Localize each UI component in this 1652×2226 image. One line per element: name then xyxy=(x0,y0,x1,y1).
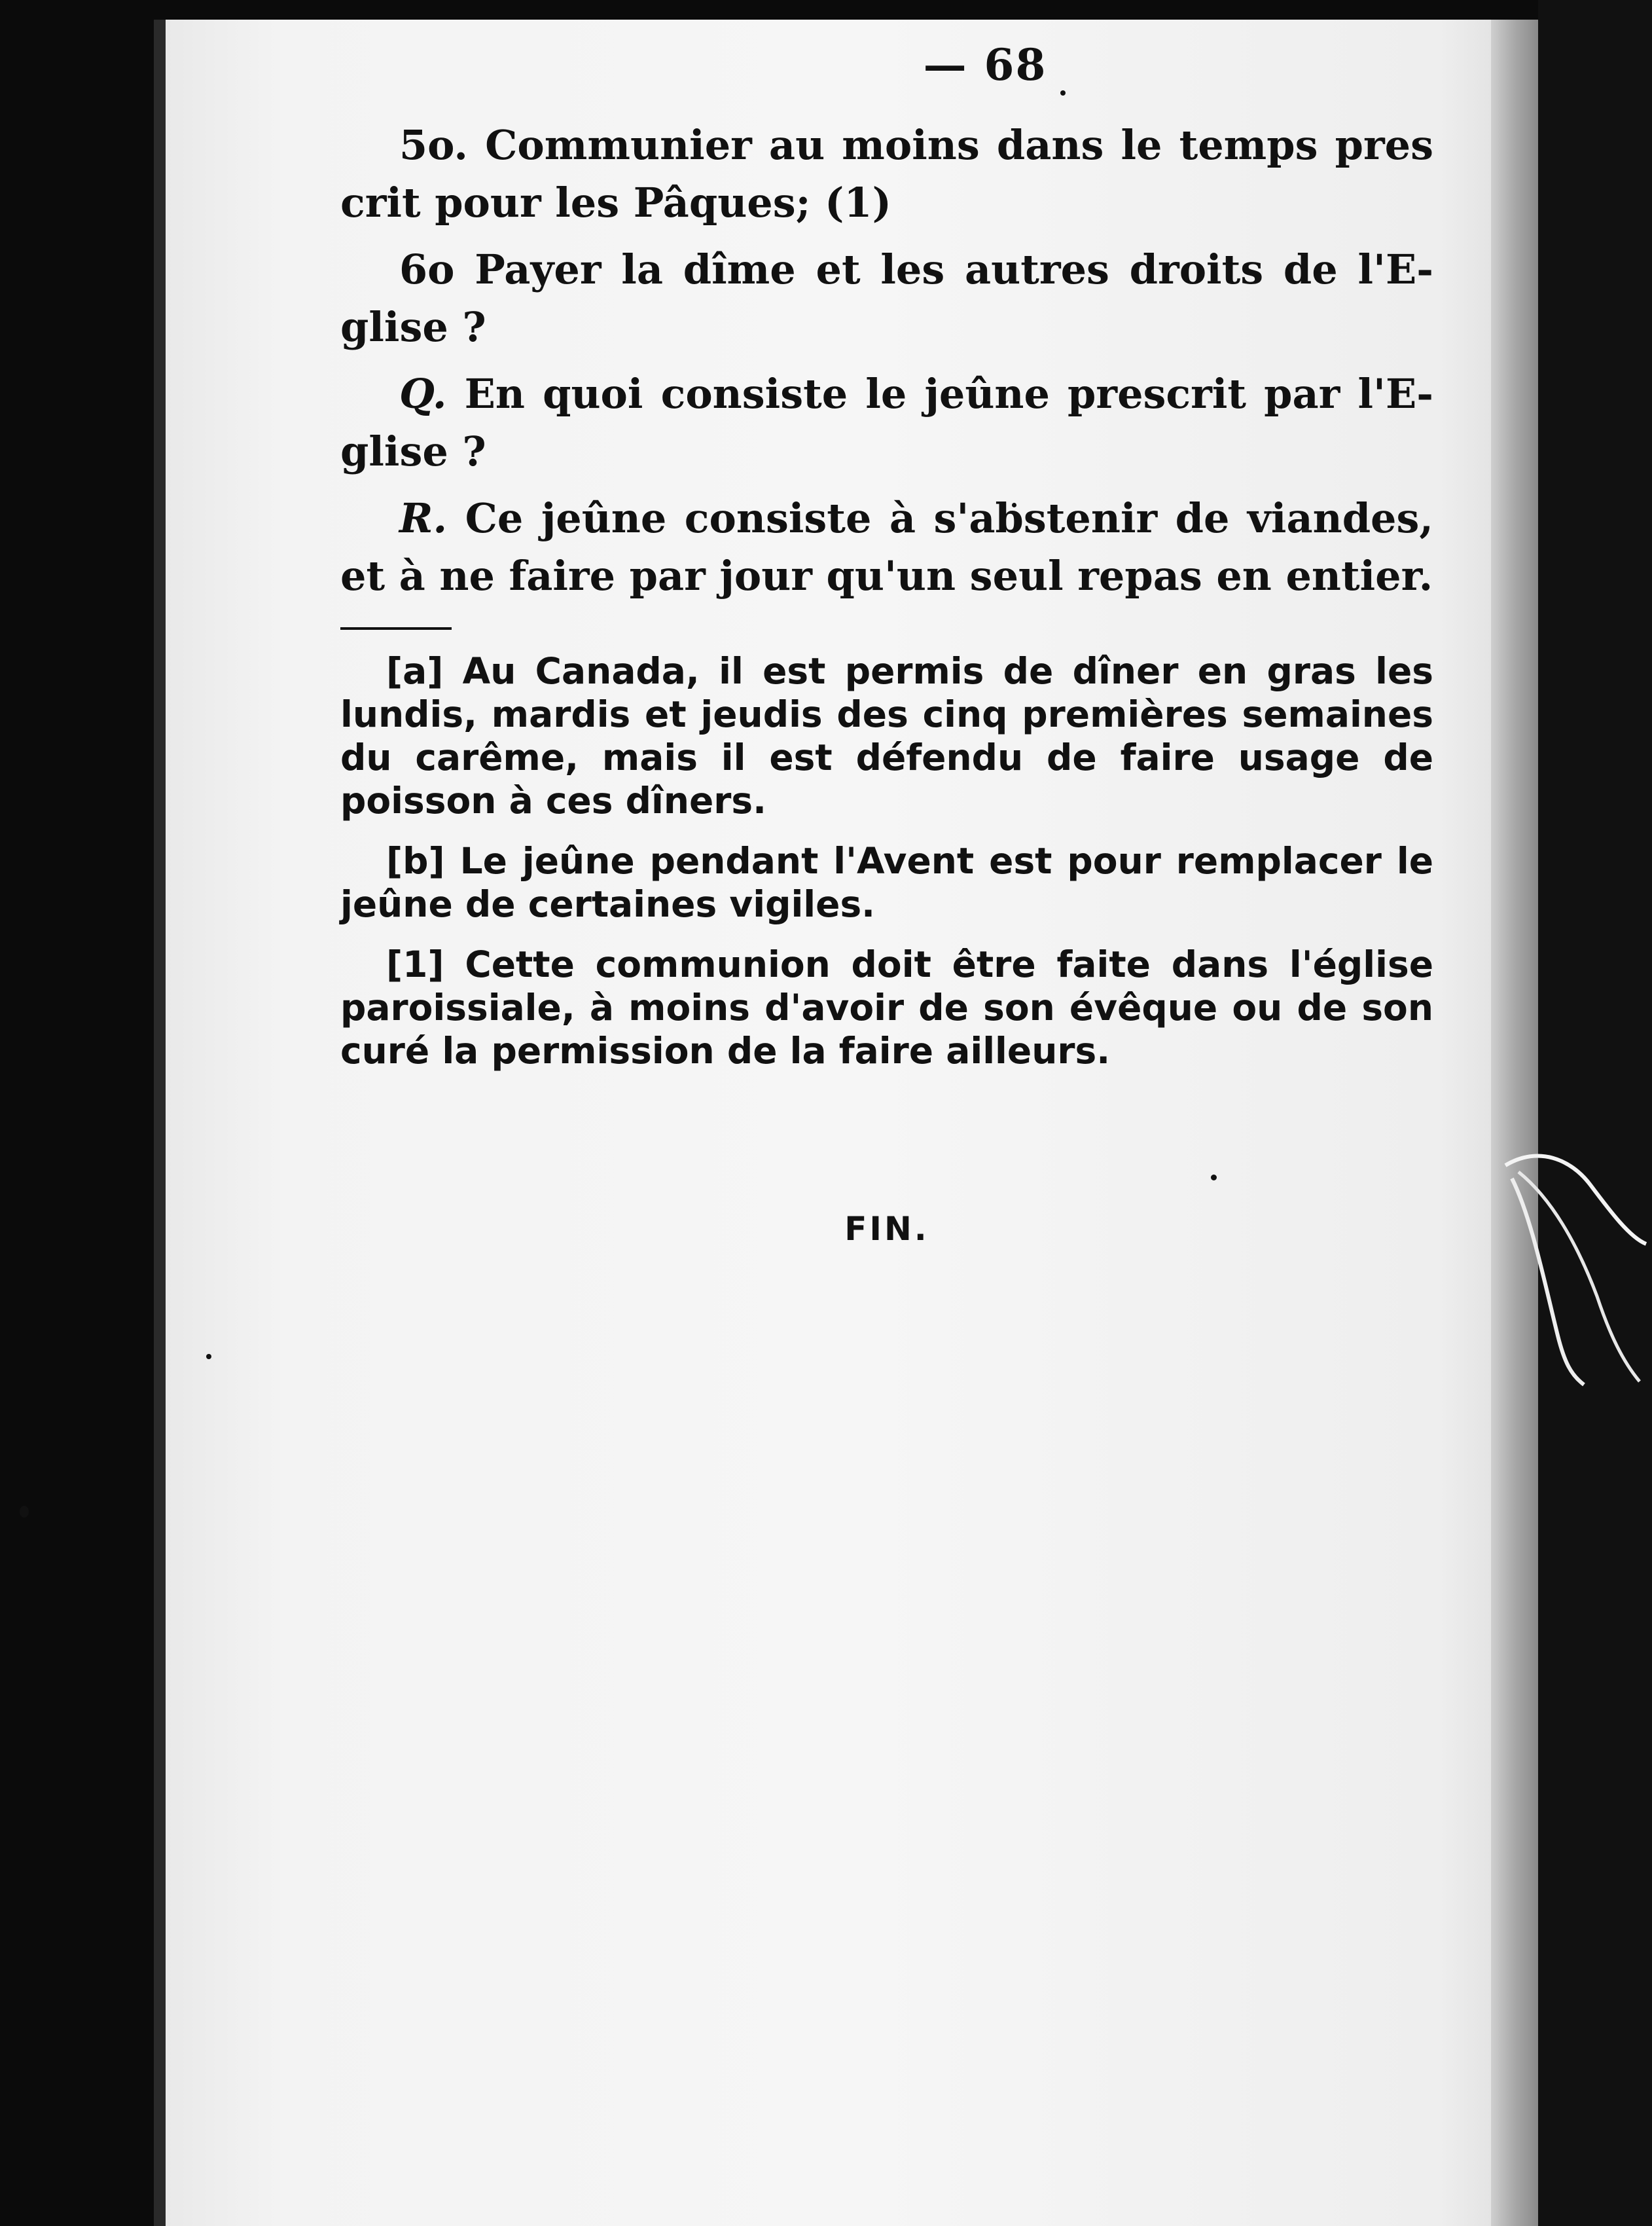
footnote-text: Cette communion doit être faite dans l'église paroissiale, à moins d'avoir de son évêque ou de son curé la permission de la faire ailleurs. xyxy=(340,943,1433,1072)
footnote-marker: [1] xyxy=(386,943,444,985)
footnote-text: Au Canada, il est permis de dîner en gras les lundis, mardis et jeudis des cinq premières semaines du carême, mais il est défendu de faire usage de poisson à ces dîners. xyxy=(340,650,1433,822)
footnote-marker: [a] xyxy=(386,650,444,692)
show-through-text xyxy=(308,1342,1420,1899)
page-content xyxy=(340,39,1433,1248)
paper-speck xyxy=(20,1506,29,1518)
question xyxy=(340,365,1433,481)
footnote-b xyxy=(340,839,1433,926)
binding-thread xyxy=(1499,1139,1649,1388)
answer-marker: R. xyxy=(399,494,448,542)
footnote-divider xyxy=(340,627,452,630)
footnote-marker: [b] xyxy=(386,840,445,882)
answer xyxy=(340,490,1433,605)
footnote-text: Le jeûne pendant l'Avent est pour remplacer le jeûne de certaines vigiles. xyxy=(340,840,1433,925)
paragraph-communion xyxy=(340,117,1433,232)
question-text: En quoi consiste le jeûne prescrit par l'Eglise ? xyxy=(340,370,1433,475)
paragraph-text: 5o. Communier au moins dans le temps pres crit pour les Pâques; (1) xyxy=(340,121,1433,227)
page-number: — 68 xyxy=(923,39,1047,90)
binding-shadow xyxy=(1538,0,1652,2226)
paper-speck xyxy=(206,1354,211,1359)
paragraph-text: 6o Payer la dîme et les autres droits de l'Eglise ? xyxy=(340,246,1433,351)
answer-text: Ce jeûne consiste à s'abstenir de viandes, et à ne faire par jour qu'un seul repas en entier. xyxy=(340,494,1433,600)
footnote-1 xyxy=(340,943,1433,1072)
end-marker: FIN. xyxy=(844,1210,929,1248)
paragraph-tithe xyxy=(340,241,1433,356)
question-marker: Q. xyxy=(399,370,447,418)
footnote-a xyxy=(340,649,1433,822)
